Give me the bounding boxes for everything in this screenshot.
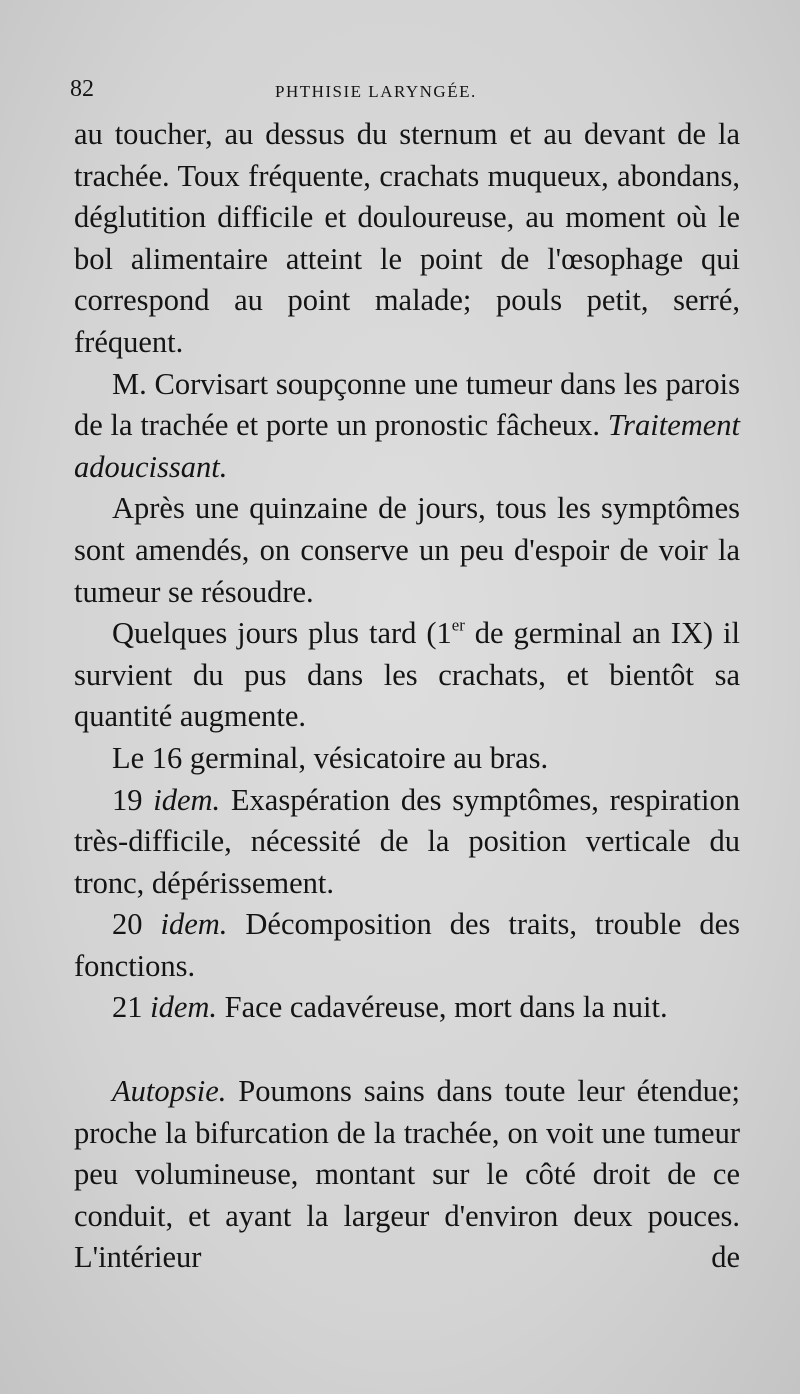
- paragraph-text: Poumons sains dans toute leur étendue; proche la bifurcation de la trachée, on voit une tumeur peu volumineuse, montant sur le côté droit de ce conduit, et ayant la largeur d'environ deux pouces. L'intérieur de: [74, 1074, 740, 1275]
- autopsie-italic: Autopsie.: [112, 1074, 227, 1109]
- running-title: PHTHISIE LARYNGÉE.: [275, 82, 477, 101]
- paragraph-text: Quelques jours plus tard (1: [112, 616, 452, 651]
- paragraph-text: M. Corvisart soupçonne une tumeur dans les parois de la trachée et porte un pronostic fâcheux.: [74, 366, 740, 443]
- day-number: 19: [112, 782, 143, 817]
- day-number: 20: [112, 907, 143, 942]
- paragraph-20-idem: [74, 904, 740, 987]
- paragraph-text: de germinal an: [464, 616, 671, 651]
- superscript-er: er: [451, 615, 465, 635]
- body-text: [74, 114, 740, 1279]
- paragraph-text: ) il survient du pus dans les crachats, et bientôt sa quantité augmente.: [74, 616, 740, 734]
- paragraph-21-idem: [74, 987, 740, 1029]
- running-head: [70, 76, 750, 106]
- idem-italic: idem.: [150, 990, 218, 1025]
- paragraph-continuation: [74, 114, 740, 364]
- paragraph-19-idem: [74, 780, 740, 905]
- idem-italic: idem.: [153, 782, 221, 817]
- paragraph-text: Exaspération des symptômes, respiration très-difficile, nécessité de la position verticale du tronc, dépérissement.: [74, 782, 741, 900]
- paragraph-text: Après une quinzaine de jours, tous les symptômes sont amendés, on conserve un peu d'espoir de voir la tumeur se résoudre.: [74, 491, 740, 609]
- page-number: 82: [70, 76, 94, 102]
- paragraph-germinal: [74, 613, 740, 738]
- day-number: 21: [112, 990, 143, 1025]
- paragraph-text: Face cadavéreuse, mort dans la nuit.: [224, 990, 668, 1025]
- paragraph-text: Le 16 germinal, vésicatoire au bras.: [112, 740, 549, 775]
- paragraph-16-germinal: [74, 738, 740, 780]
- paragraph-text: au toucher, au dessus du sternum et au devant de la trachée. Toux fréquente, crachats muqueux, abondans, déglutition difficile et douloureuse, au moment où le bol alimentaire atteint le point de l'œsophage qui correspond au point malade; pouls petit, serré, fréquent.: [74, 117, 740, 359]
- idem-italic: idem.: [160, 907, 228, 942]
- year-numeral: IX: [670, 616, 703, 651]
- paragraph-autopsie: [74, 1071, 740, 1279]
- paragraph-corvisart: [74, 364, 740, 489]
- treatment-italic: Traitement adoucissant.: [74, 408, 741, 484]
- paragraph-quinzaine: [74, 488, 740, 613]
- paragraph-text: Décomposition des traits, trouble des fonctions.: [74, 907, 740, 983]
